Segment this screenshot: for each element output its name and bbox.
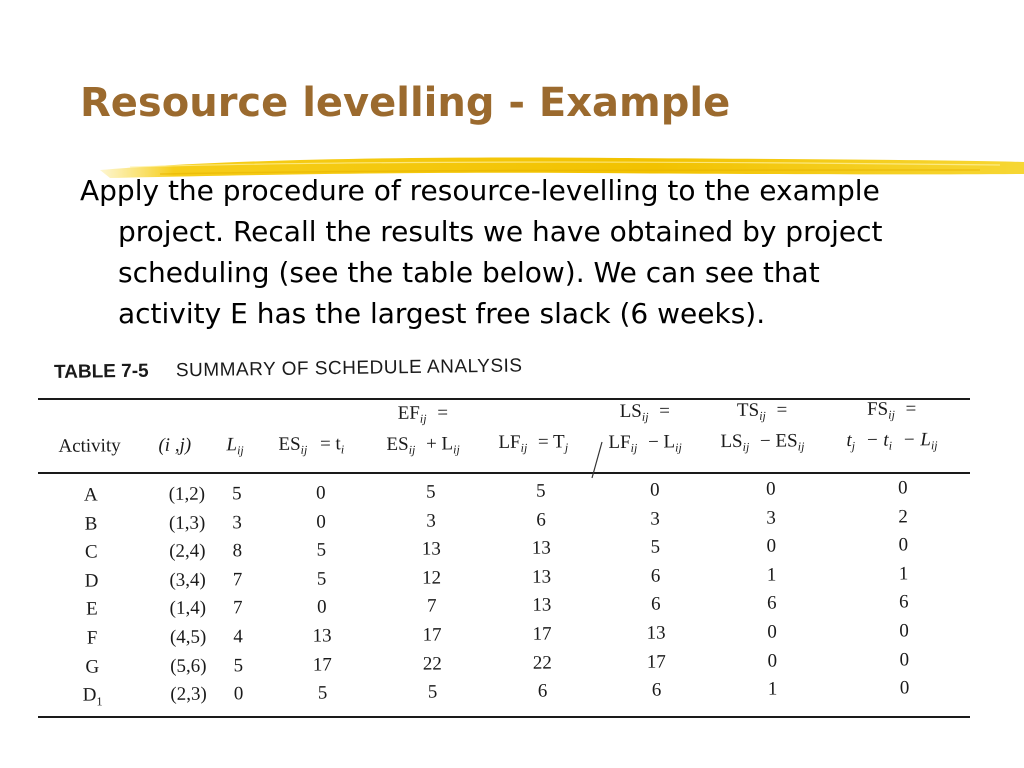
cell-ef: 7 [426,595,437,618]
body-line: project. Recall the results we have obtained by project [118,215,883,248]
cell-ij: (4,5) [169,626,207,648]
cell-lf: 13 [531,537,551,559]
cell-fs: 0 [899,677,910,699]
cell-ls: 5 [650,536,661,558]
cell-es: 5 [316,568,327,590]
table-header [40,390,971,474]
cell-fs: 0 [899,620,909,642]
cell-fs: 1 [898,563,909,585]
cell-ls: 3 [650,508,660,530]
cell-ts: 0 [767,650,778,672]
cell-ij: (1,3) [168,512,206,534]
cell-l: 7 [232,569,243,591]
cell-l: 5 [233,654,244,676]
table-caption-title: SUMMARY OF SCHEDULE ANALYSIS [175,355,523,382]
cell-fs: 0 [897,477,908,499]
table-body [41,474,973,711]
cell-ts: 6 [766,592,777,615]
cell-lf: 22 [532,652,552,674]
cell-es: 5 [317,682,328,704]
cell-activity: F [86,627,98,649]
cell-activity: A [83,484,98,506]
cell-ls: 17 [646,651,666,673]
cell-ls: 0 [649,479,660,501]
header-ef: $EF_{ij}$ = $ES_{ij} + L_{ij}$ [386,402,460,457]
cell-ts: 3 [766,507,776,529]
cell-l: 8 [232,540,243,562]
table-bottom-rule [38,716,970,718]
body-line: scheduling (see the table below). We can see that [118,256,820,289]
cell-ts: 0 [766,535,777,557]
cell-ls: 6 [650,593,661,616]
cell-ts: 0 [765,478,776,500]
cell-es: 17 [312,654,332,676]
body-paragraph [80,170,980,334]
cell-ef: 5 [427,681,438,703]
cell-lf: 13 [531,566,552,588]
cell-lf: 5 [535,480,546,502]
cell-ij: (1,2) [168,483,206,505]
cell-activity: C [84,541,98,563]
header-lf: $LF_{ij} = T_j$ [498,431,569,455]
cell-es: 5 [316,539,327,561]
cell-lf: 13 [532,594,552,617]
cell-ef: 17 [422,624,442,646]
cell-ts: 0 [767,621,777,643]
cell-fs: 0 [899,648,910,671]
cell-es: 0 [316,596,327,618]
cell-ef: 22 [422,653,442,675]
cell-es: 0 [316,511,326,533]
cell-lf: 17 [532,623,552,645]
cell-ts: 1 [766,564,777,586]
cell-ts: 1 [767,678,778,700]
schedule-table [40,390,970,709]
cell-l: 4 [233,626,243,648]
body-line: activity E has the largest free slack (6 weeks). [118,297,766,330]
header-ij: (i ,j) [158,434,192,456]
header-activity: Activity [58,435,121,457]
cell-ef: 12 [421,567,442,589]
cell-l: 7 [233,597,243,619]
cell-es: 0 [315,482,326,504]
slide-title: Resource levelling - Example [80,80,731,126]
cell-ij: (2,4) [169,540,206,563]
header-ts: $TS_{ij}$ = $LS_{ij} - ES_{ij}$ [720,399,805,454]
cell-activity: G [85,656,100,678]
cell-ij: (2,3) [170,683,207,706]
cell-lf: 6 [537,680,548,702]
header-fs: $FS_{ij}$ = $t_j - t_i - L_{ij}$ [846,398,938,453]
header-es: $ES_{ij} = t_i$ [278,433,345,457]
table-caption-number: TABLE 7-5 [53,360,149,383]
cell-ls: 6 [650,565,661,587]
cell-ij: (5,6) [170,655,207,677]
cell-ij: (3,4) [169,569,206,591]
cell-l: 5 [232,483,242,505]
cell-es: 13 [312,625,332,647]
cell-l: 0 [233,683,244,705]
header-ls: $LS_{ij}$ = $LF_{ij} - L_{ij}$ [608,400,682,455]
cell-ef: 3 [426,510,436,532]
cell-l: 3 [232,511,242,533]
cell-activity: $D_1$ [82,684,103,709]
cell-ef: 5 [425,481,436,503]
cell-activity: B [84,513,98,535]
cell-lf: 6 [536,509,546,531]
cell-ef: 13 [421,538,441,560]
cell-fs: 0 [898,534,909,556]
header-l: $L_{ij}$ [226,434,244,458]
cell-fs: 2 [898,506,908,528]
cell-activity: E [85,598,98,620]
cell-ij: (1,4) [169,597,207,620]
cell-fs: 6 [898,591,909,613]
cell-activity: D [84,570,99,592]
body-line: Apply the procedure of resource-levelling to the example [80,174,880,207]
cell-ls: 13 [646,622,666,644]
table-caption [54,355,523,384]
cell-ls: 6 [651,679,662,701]
